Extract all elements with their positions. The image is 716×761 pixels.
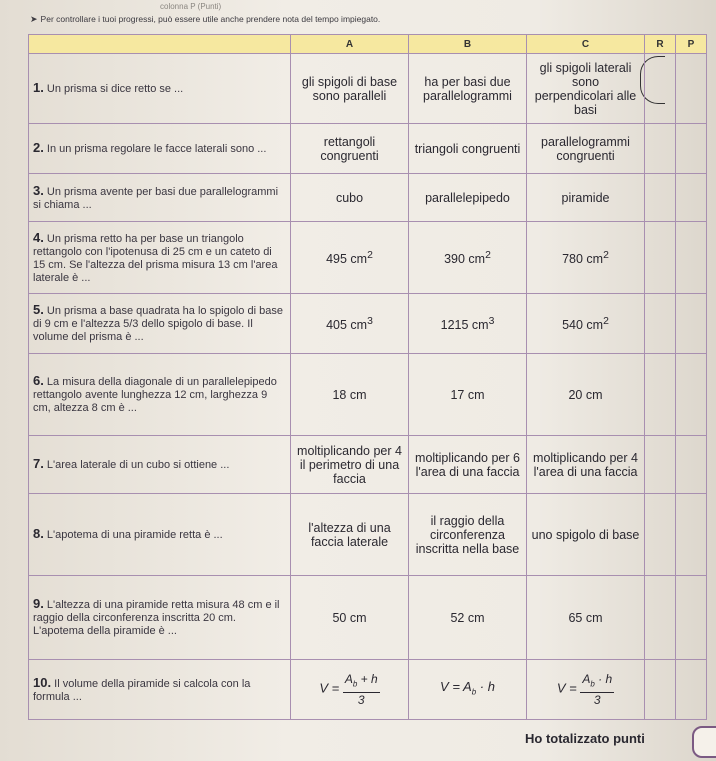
question-text: Un prisma a base quadrata ha lo spigolo di base di 9 cm e l'altezza 5/3 dello spigolo di base. Il volume del prisma è ... — [33, 305, 283, 343]
question-number: 7. — [33, 456, 44, 471]
response-cell[interactable] — [645, 294, 676, 354]
answer-a-value: 405 cm — [326, 318, 368, 333]
table-row — [29, 494, 707, 576]
table-row — [29, 124, 707, 174]
answer-b[interactable]: 52 cm — [409, 576, 527, 660]
answer-a[interactable] — [291, 660, 409, 720]
answer-b[interactable]: moltiplicando per 6 l'area di una faccia — [409, 436, 527, 494]
question-text: La misura della diagonale di un parallelepipedo rettangolo avente lunghezza 12 cm, larghezza 9 cm, altezza 8 cm è ... — [33, 376, 277, 414]
answer-c-value: 540 cm — [562, 318, 604, 333]
formula-c-den: 3 — [593, 692, 601, 707]
question-number: 9. — [33, 596, 44, 611]
points-cell[interactable] — [676, 354, 707, 436]
answer-b[interactable]: 17 cm — [409, 354, 527, 436]
points-cell[interactable] — [676, 436, 707, 494]
answer-a[interactable]: 18 cm — [291, 354, 409, 436]
question-number: 4. — [33, 229, 44, 245]
arrow-icon: ➤ — [30, 14, 38, 24]
instruction-text: Per controllare i tuoi progressi, può essere utile anche prendere nota del tempo impiegato. — [40, 14, 381, 24]
question-number: 6. — [33, 373, 44, 388]
answer-a-exponent: 2 — [367, 249, 373, 261]
question-text: L'apotema di una piramide retta è ... — [46, 529, 223, 541]
instruction — [30, 14, 380, 25]
formula-b-sub: b — [471, 687, 477, 697]
response-cell[interactable] — [645, 174, 676, 222]
answer-c[interactable]: parallelogrammi congruenti — [527, 124, 645, 174]
col-header-b: B — [409, 35, 527, 54]
answer-a[interactable]: rettangoli congruenti — [291, 124, 409, 174]
question-text: L'area laterale di un cubo si ottiene ... — [46, 459, 230, 471]
answer-b-value: 390 cm — [444, 252, 486, 267]
answer-c[interactable] — [527, 294, 645, 354]
response-cell[interactable] — [645, 54, 676, 124]
col-header-c: C — [527, 35, 645, 54]
table-row — [29, 222, 707, 294]
question-text: Un prisma retto ha per base un triangolo rettangolo con l'ipotenusa di 25 cm e un cateto di 15 cm. Se l'altezza del prisma misura 13 cm l'area laterale è ... — [33, 232, 278, 284]
question-text: Il volume della piramide si calcola con la formula ... — [33, 677, 251, 703]
table-row — [29, 354, 707, 436]
points-cell[interactable] — [676, 124, 707, 174]
answer-c[interactable] — [527, 660, 645, 720]
question-text: Un prisma avente per basi due parallelogrammi si chiama ... — [33, 185, 279, 211]
response-cell[interactable] — [645, 660, 676, 720]
question-number: 10. — [33, 674, 52, 690]
formula-c-num-rest: · h — [594, 672, 613, 687]
answer-b[interactable]: ha per basi due parallelogrammi — [409, 54, 527, 124]
answer-c-exponent: 2 — [603, 249, 609, 261]
points-cell[interactable] — [676, 294, 707, 354]
response-cell[interactable] — [645, 576, 676, 660]
header-row — [29, 35, 707, 54]
answer-c[interactable]: piramide — [527, 174, 645, 222]
table-row — [29, 436, 707, 494]
answer-a[interactable]: l'altezza di una faccia laterale — [291, 494, 409, 576]
question-cell — [29, 576, 291, 660]
question-text: Un prisma si dice retto se ... — [46, 83, 184, 95]
points-cell[interactable] — [676, 222, 707, 294]
answer-b[interactable] — [409, 294, 527, 354]
formula-a-lhs: V = — [319, 680, 340, 696]
table-row — [29, 294, 707, 354]
answer-b-exponent: 3 — [488, 315, 495, 327]
total-points-box[interactable] — [692, 726, 716, 758]
answer-a[interactable]: cubo — [291, 174, 409, 222]
formula-c-num-sub: b — [590, 679, 595, 689]
formula-b: V = A — [440, 678, 472, 694]
points-cell[interactable] — [676, 576, 707, 660]
question-text: L'altezza di una piramide retta misura 48 cm e il raggio della circonferenza inscritta 20 cm. L'apotema della piramide è ... — [33, 599, 280, 637]
answer-b-exponent: 2 — [485, 249, 491, 261]
answer-b[interactable]: parallelepipedo — [409, 174, 527, 222]
question-text: In un prisma regolare le facce laterali sono ... — [46, 143, 267, 155]
question-cell — [29, 660, 291, 720]
points-cell[interactable] — [676, 494, 707, 576]
question-cell — [29, 294, 291, 354]
top-note: colonna P (Punti) — [160, 2, 222, 11]
answer-a[interactable] — [291, 222, 409, 294]
formula-a-den: 3 — [357, 692, 365, 707]
answer-a[interactable]: gli spigoli di base sono paralleli — [291, 54, 409, 124]
question-number: 8. — [33, 526, 44, 541]
answer-b-value: 1215 cm — [440, 318, 489, 333]
points-cell[interactable] — [676, 660, 707, 720]
response-cell[interactable] — [645, 494, 676, 576]
answer-c[interactable]: moltiplicando per 4 l'area di una faccia — [527, 436, 645, 494]
header-blank — [29, 35, 291, 54]
question-number: 5. — [33, 302, 44, 317]
col-header-r: R — [645, 35, 676, 54]
table-row — [29, 660, 707, 720]
answer-c[interactable] — [527, 222, 645, 294]
answer-c-exponent: 2 — [603, 315, 609, 327]
question-cell — [29, 222, 291, 294]
formula-a-fraction — [343, 672, 380, 706]
question-number: 2. — [33, 140, 44, 155]
question-cell — [29, 436, 291, 494]
response-cell[interactable] — [645, 222, 676, 294]
question-cell — [29, 174, 291, 222]
answer-c[interactable]: gli spigoli laterali sono perpendicolari alle basi — [527, 54, 645, 124]
formula-a-num-rest: + h — [357, 672, 378, 687]
question-number: 1. — [33, 80, 44, 95]
points-cell[interactable] — [676, 54, 707, 124]
table-row — [29, 174, 707, 222]
answer-c-value: 780 cm — [562, 252, 604, 267]
formula-b-rest: · h — [476, 678, 495, 694]
answer-a[interactable]: 50 cm — [291, 576, 409, 660]
formula-c-lhs: V = — [556, 680, 577, 696]
answer-a-exponent: 3 — [367, 315, 373, 327]
answer-b[interactable]: il raggio della circonferenza inscritta nella base — [409, 494, 527, 576]
answer-a-value: 495 cm — [326, 252, 368, 267]
answer-b[interactable]: triangoli congruenti — [409, 124, 527, 174]
answer-c[interactable]: 20 cm — [527, 354, 645, 436]
total-label: Ho totalizzato punti — [525, 731, 645, 746]
answer-b[interactable] — [409, 222, 527, 294]
formula-c-fraction — [580, 672, 614, 706]
question-cell — [29, 494, 291, 576]
table-row — [29, 54, 707, 124]
question-cell — [29, 54, 291, 124]
points-cell[interactable] — [676, 174, 707, 222]
formula-a-num-sub: b — [352, 679, 358, 689]
col-header-a: A — [291, 35, 409, 54]
response-cell[interactable] — [645, 436, 676, 494]
question-cell — [29, 354, 291, 436]
response-cell[interactable] — [645, 124, 676, 174]
answer-a[interactable] — [291, 294, 409, 354]
answer-a[interactable]: moltiplicando per 4 il perimetro di una faccia — [291, 436, 409, 494]
question-number: 3. — [33, 182, 44, 198]
formula-c-num: A — [582, 672, 591, 687]
answer-c[interactable]: 65 cm — [527, 576, 645, 660]
answer-c[interactable]: uno spigolo di base — [527, 494, 645, 576]
question-cell — [29, 124, 291, 174]
formula-a-num: A — [344, 672, 353, 687]
response-cell[interactable] — [645, 354, 676, 436]
col-header-p: P — [676, 35, 707, 54]
answer-b[interactable] — [409, 660, 527, 720]
quiz-table — [28, 34, 707, 720]
table-row — [29, 576, 707, 660]
